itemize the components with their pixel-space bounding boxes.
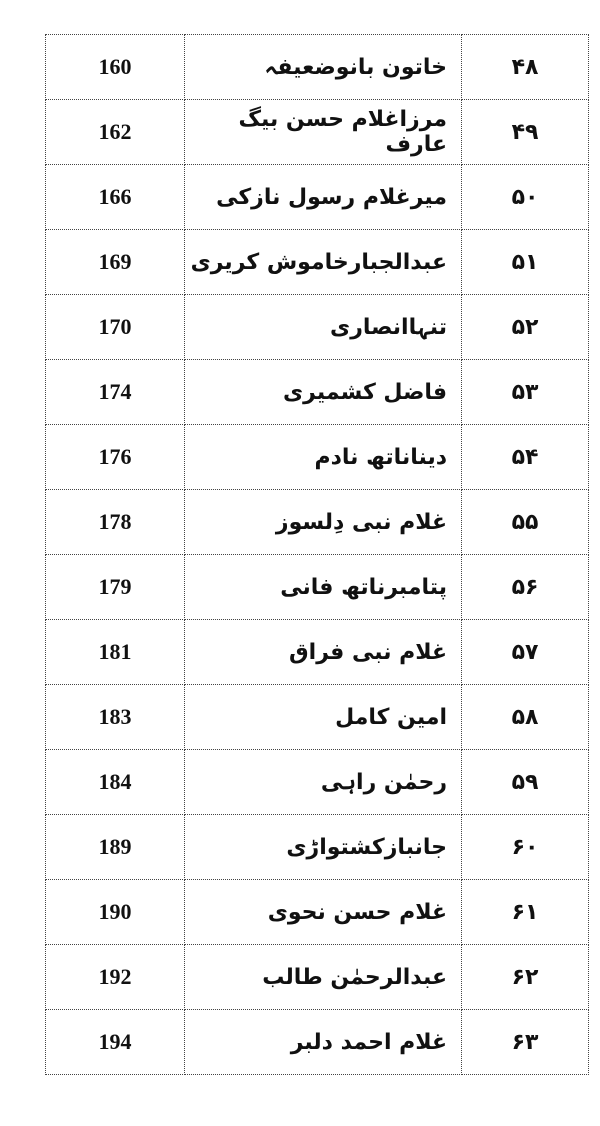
entry-name: غلام نبی فراق (289, 639, 447, 665)
page-number: 194 (98, 1029, 132, 1054)
page-number: 169 (98, 249, 132, 274)
serial-cell (462, 425, 589, 490)
name-cell (185, 230, 462, 295)
page-number: 183 (98, 704, 132, 729)
serial-cell (462, 945, 589, 1010)
table-row (46, 815, 589, 880)
entry-serial: ۵۷ (511, 639, 539, 665)
name-cell (185, 620, 462, 685)
page-number-cell (46, 230, 185, 295)
page-number: 190 (98, 899, 132, 924)
entry-name: غلام حسن نحوی (267, 899, 447, 925)
name-cell (185, 35, 462, 100)
entry-serial: ۶۱ (511, 899, 539, 925)
name-cell (185, 945, 462, 1010)
serial-cell (462, 750, 589, 815)
entry-serial: ۴۹ (511, 119, 539, 145)
serial-cell (462, 295, 589, 360)
page-number-cell (46, 165, 185, 230)
name-cell (185, 685, 462, 750)
page-number: 184 (98, 769, 132, 794)
entry-name: غلام احمد دلبر (290, 1029, 447, 1055)
entry-name: امین کامل (335, 704, 447, 730)
page-number: 174 (98, 379, 132, 404)
contents-table (45, 34, 589, 1075)
page-number: 192 (98, 964, 132, 989)
name-cell (185, 165, 462, 230)
page-number-cell (46, 750, 185, 815)
page-number-cell (46, 490, 185, 555)
entry-name: تنہاانصاری (330, 314, 447, 340)
table-row (46, 620, 589, 685)
page-number: 162 (98, 119, 132, 144)
page-number-cell (46, 100, 185, 165)
name-cell (185, 100, 462, 165)
name-cell (185, 425, 462, 490)
entry-name: مرزاغلام حسن بیگ عارف (238, 107, 447, 157)
table-row (46, 1010, 589, 1075)
entry-serial: ۵۵ (511, 509, 539, 535)
serial-cell (462, 685, 589, 750)
entry-name: دیناناتھ نادم (314, 444, 447, 470)
name-cell (185, 1010, 462, 1075)
entry-serial: ۵۴ (511, 444, 539, 470)
serial-cell (462, 35, 589, 100)
page-number: 189 (98, 834, 132, 859)
serial-cell (462, 1010, 589, 1075)
entry-name: پتامبرناتھ فانی (280, 574, 447, 600)
page-number-cell (46, 35, 185, 100)
entry-name: عبدالرحمٰن طالب (262, 964, 447, 990)
name-cell (185, 490, 462, 555)
page-number: 178 (98, 509, 132, 534)
page-number: 179 (98, 574, 132, 599)
entry-serial: ۵۲ (511, 314, 539, 340)
page-number: 160 (98, 54, 132, 79)
table-row (46, 295, 589, 360)
entry-serial: ۵۰ (511, 184, 539, 210)
name-cell (185, 880, 462, 945)
serial-cell (462, 100, 589, 165)
serial-cell (462, 230, 589, 295)
page-number-cell (46, 555, 185, 620)
entry-serial: ۶۰ (511, 834, 539, 860)
entry-name: میرغلام رسول نازکی (216, 184, 447, 210)
name-cell (185, 750, 462, 815)
serial-cell (462, 815, 589, 880)
page-number-cell (46, 815, 185, 880)
entry-serial: ۵۸ (511, 704, 539, 730)
entry-name: غلام نبی دِلسوز (275, 509, 447, 535)
entry-name: خاتون بانوضعیفہ (264, 54, 447, 80)
table-row (46, 750, 589, 815)
serial-cell (462, 880, 589, 945)
page-number-cell (46, 945, 185, 1010)
serial-cell (462, 360, 589, 425)
entry-name: رحمٰن راہی (320, 769, 447, 795)
page-number-cell (46, 295, 185, 360)
serial-cell (462, 165, 589, 230)
name-cell (185, 555, 462, 620)
entry-name: عبدالجبارخاموش کریری (190, 249, 447, 275)
table-row (46, 165, 589, 230)
table-row (46, 100, 589, 165)
page-number-cell (46, 620, 185, 685)
table-row (46, 685, 589, 750)
entry-serial: ۴۸ (511, 54, 539, 80)
entry-name: فاضل کشمیری (283, 379, 447, 405)
table-row (46, 555, 589, 620)
table-row (46, 490, 589, 555)
name-cell (185, 295, 462, 360)
serial-cell (462, 620, 589, 685)
table-row (46, 880, 589, 945)
page-number-cell (46, 360, 185, 425)
page-number-cell (46, 1010, 185, 1075)
table-row (46, 360, 589, 425)
entry-serial: ۵۶ (511, 574, 539, 600)
entry-serial: ۵۱ (511, 249, 539, 275)
table-row (46, 230, 589, 295)
name-cell (185, 360, 462, 425)
page-number: 181 (98, 639, 132, 664)
entry-name: جانبازکشتواڑی (286, 834, 447, 860)
table-row (46, 35, 589, 100)
entry-serial: ۶۲ (511, 964, 539, 990)
table-row (46, 425, 589, 490)
table-row (46, 945, 589, 1010)
page-number-cell (46, 880, 185, 945)
page-number: 170 (98, 314, 132, 339)
serial-cell (462, 555, 589, 620)
contents-table-body (46, 35, 589, 1075)
serial-cell (462, 490, 589, 555)
name-cell (185, 815, 462, 880)
entry-serial: ۵۳ (511, 379, 539, 405)
page-number: 166 (98, 184, 132, 209)
entry-serial: ۶۳ (511, 1029, 539, 1055)
entry-serial: ۵۹ (511, 769, 539, 795)
page-number-cell (46, 685, 185, 750)
page-number: 176 (98, 444, 132, 469)
page-number-cell (46, 425, 185, 490)
